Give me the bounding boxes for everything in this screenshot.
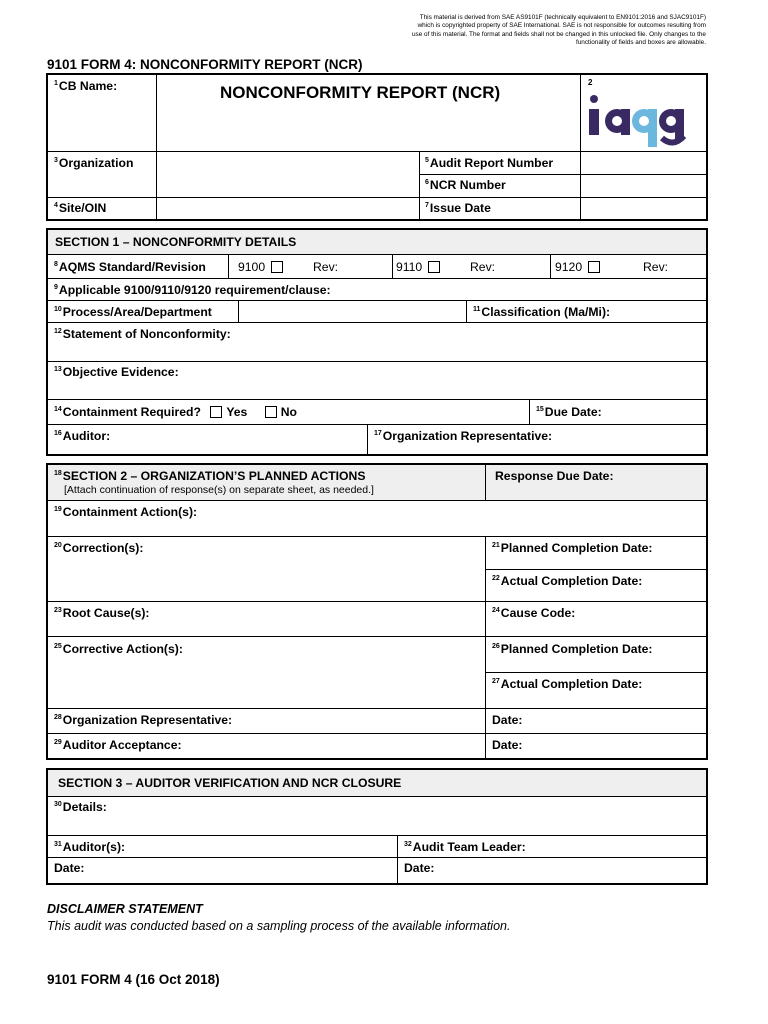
rev-label: Rev:: [643, 260, 669, 274]
applicable-label: $^9$Applicable 9100/9110/9120 requirement/clause:: [54, 283, 331, 297]
auditor-label: $^{16}$Auditor:: [54, 429, 111, 443]
date-label-4: Date:: [404, 861, 435, 875]
planned-completion-label-2: $^{26}$Planned Completion Date:: [492, 642, 653, 656]
evidence-label: $^{13}$Objective Evidence:: [54, 365, 179, 379]
org-rep-label: $^{17}$Organization Representative:: [374, 429, 553, 443]
rev-label: Rev:: [470, 260, 496, 274]
details-label: $^{30}$Details:: [54, 800, 107, 814]
std-9110: 9110: [396, 260, 444, 274]
disclaimer-text: This audit was conducted based on a sampling process of the available information.: [47, 919, 511, 933]
issue-date-label: $^7$Issue Date: [425, 201, 491, 215]
ncr-number-label: $^6$NCR Number: [425, 178, 506, 192]
statement-label: $^{12}$Statement of Nonconformity:: [54, 327, 231, 341]
std-9100-checkbox[interactable]: [271, 261, 283, 273]
corrective-action-label: $^{25}$Corrective Action(s):: [54, 642, 183, 656]
logo-number: 2: [588, 78, 593, 87]
std-9100: 9100: [238, 260, 287, 274]
classification-label: $^{11}$Classification (Ma/Mi):: [473, 305, 611, 319]
containment-actions-label: $^{19}$Containment Action(s):: [54, 505, 198, 519]
iaqg-logo: [586, 92, 688, 152]
auditor-acceptance-label: $^{29}$Auditor Acceptance:: [54, 738, 182, 752]
issue-date-field[interactable]: [582, 199, 706, 219]
root-cause-label: $^{23}$Root Cause(s):: [54, 606, 150, 620]
process-field[interactable]: [240, 302, 465, 321]
section1-title: SECTION 1 – NONCONFORMITY DETAILS: [55, 235, 297, 249]
notice-line: use of this material. The format and fields shall not be changed in this unlocked file. Only changes to the: [411, 30, 706, 38]
date-label-2: Date:: [492, 738, 523, 752]
cause-code-label: $^{24}$Cause Code:: [492, 606, 576, 620]
aqms-label: $^8$AQMS Standard/Revision: [54, 260, 206, 274]
std-9120: 9120: [555, 260, 604, 274]
section2-title: $^{18}$SECTION 2 – ORGANIZATION’S PLANNED ACTIONS: [54, 469, 366, 483]
notice-line: This material is derived from SAE AS9101F (technically equivalent to EN9101:2016 and SJAC9101F): [419, 14, 706, 21]
auditors-label: $^{31}$Auditor(s):: [54, 840, 126, 854]
std-9110-checkbox[interactable]: [428, 261, 440, 273]
date-label-3: Date:: [54, 861, 85, 875]
section2-subtitle: [Attach continuation of response(s) on separate sheet, as needed.]: [64, 484, 374, 496]
process-label: $^{10}$Process/Area/Department: [54, 305, 212, 319]
rev-label: Rev:: [313, 260, 339, 274]
containment-no-checkbox[interactable]: [265, 406, 277, 418]
site-oin-field[interactable]: [158, 199, 418, 219]
org-rep-label-2: $^{28}$Organization Representative:: [54, 713, 233, 727]
copyright-notice: [336, 14, 706, 48]
organization-field[interactable]: [158, 153, 418, 196]
planned-completion-label: $^{21}$Planned Completion Date:: [492, 541, 653, 555]
containment-label: $^{14}$Containment Required? Yes No: [54, 405, 297, 419]
audit-report-number-label: $^5$Audit Report Number: [425, 156, 554, 170]
actual-completion-label: $^{22}$Actual Completion Date:: [492, 574, 643, 588]
notice-line: functionality of fields and boxes are allowable.: [575, 39, 706, 47]
notice-line: which is copyrighted property of SAE International. SAE is not responsible for outcomes resulting from: [417, 22, 706, 30]
due-date-label: $^{15}$Due Date:: [536, 405, 602, 419]
ncr-number-field[interactable]: [582, 176, 706, 196]
footer-title: 9101 FORM 4 (16 Oct 2018): [47, 972, 220, 987]
actual-completion-label-2: $^{27}$Actual Completion Date:: [492, 677, 643, 691]
main-title: NONCONFORMITY REPORT (NCR): [220, 83, 501, 102]
organization-label: $^3$Organization: [54, 156, 134, 170]
disclaimer-heading: DISCLAIMER STATEMENT: [47, 902, 203, 916]
cb-name-label: $^1$CB Name:: [54, 79, 118, 93]
form-title: 9101 FORM 4: NONCONFORMITY REPORT (NCR): [47, 57, 363, 72]
site-oin-label: $^4$Site/OIN: [54, 201, 107, 215]
correction-label: $^{20}$Correction(s):: [54, 541, 144, 555]
audit-report-number-field[interactable]: [582, 153, 706, 173]
response-due-label: Response Due Date:: [495, 469, 614, 483]
section3-title: SECTION 3 – AUDITOR VERIFICATION AND NCR CLOSURE: [58, 776, 402, 790]
std-9120-checkbox[interactable]: [588, 261, 600, 273]
date-label: Date:: [492, 713, 523, 727]
team-leader-label: $^{32}$Audit Team Leader:: [404, 840, 526, 854]
containment-yes-checkbox[interactable]: [210, 406, 222, 418]
